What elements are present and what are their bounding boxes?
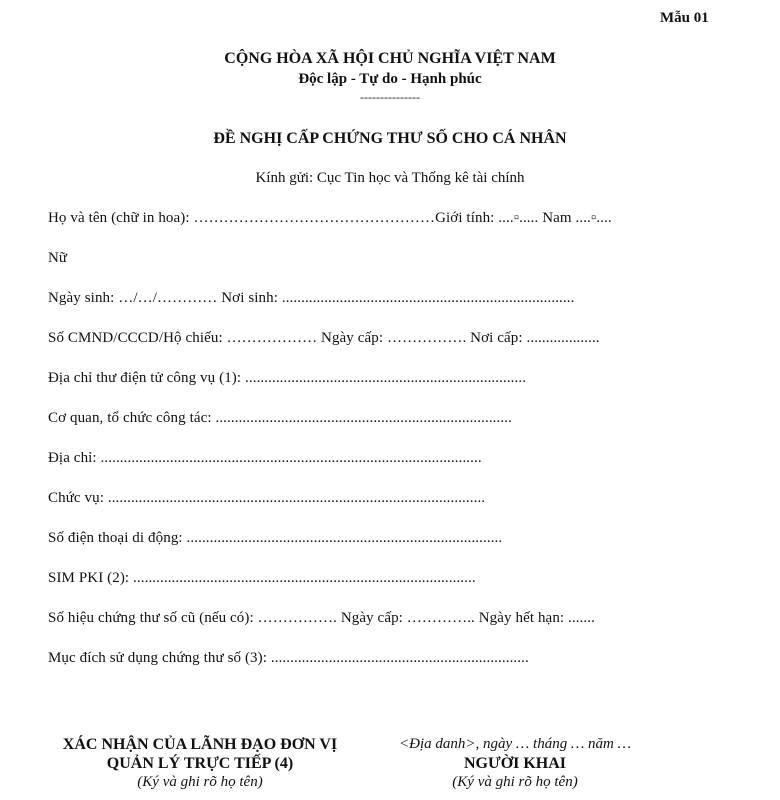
form-title: ĐỀ NGHỊ CẤP CHỨNG THƯ SỐ CHO CÁ NHÂN	[213, 130, 567, 147]
field-address: Địa chỉ: ...................................................................................................	[48, 450, 482, 466]
signature-left-note: (Ký và ghi rõ họ tên)	[137, 774, 263, 790]
place-date-line: <Địa danh>, ngày … tháng … năm …	[399, 736, 631, 752]
field-old-certificate: Số hiệu chứng thư số cũ (nếu có): ……………. Ngày cấp: ………….. Ngày hết hạn: .......	[48, 610, 595, 626]
header-divider: ---------------	[360, 90, 420, 104]
field-sim-pki: SIM PKI (2): .........................................................................................	[48, 570, 476, 586]
field-full-name: Họ và tên (chữ in hoa): …………………………………………Giới tính: ....▫..... Nam ....▫....	[48, 210, 612, 226]
field-gender-female: Nữ	[48, 250, 68, 266]
signature-left	[30, 735, 370, 792]
declarant-title: NGƯỜI KHAI	[463, 755, 567, 772]
motto: Độc lập - Tự do - Hạnh phúc	[298, 71, 482, 87]
country-name: CỘNG HÒA XÃ HỘI CHỦ NGHĨA VIỆT NAM	[224, 50, 556, 67]
field-mobile-phone: Số điện thoại di động: ..................................................................................	[48, 530, 503, 546]
field-birth: Ngày sinh: …/…/………… Nơi sinh: ............................................................................	[48, 290, 575, 306]
field-organization: Cơ quan, tổ chức công tác: .............................................................................	[48, 410, 512, 426]
signature-right-note: (Ký và ghi rõ họ tên)	[452, 774, 578, 790]
field-purpose: Mục đích sử dụng chứng thư số (3): ...................................................................	[48, 650, 529, 666]
signature-left-title-1: XÁC NHẬN CỦA LÃNH ĐẠO ĐƠN VỊ	[62, 736, 338, 753]
field-position: Chức vụ: ..................................................................................................	[48, 490, 486, 506]
field-id-number: Số CMND/CCCD/Hộ chiếu: ……………… Ngày cấp: ……………. Nơi cấp: ...................	[48, 330, 600, 346]
signature-right	[360, 735, 670, 792]
recipient-line: Kính gửi: Cục Tin học và Thống kê tài chính	[255, 170, 525, 186]
signature-left-title-2: QUẢN LÝ TRỰC TIẾP (4)	[106, 755, 294, 772]
field-official-email: Địa chỉ thư điện tử công vụ (1): .........................................................................	[48, 370, 527, 386]
form-code: Mẫu 01	[660, 10, 709, 26]
